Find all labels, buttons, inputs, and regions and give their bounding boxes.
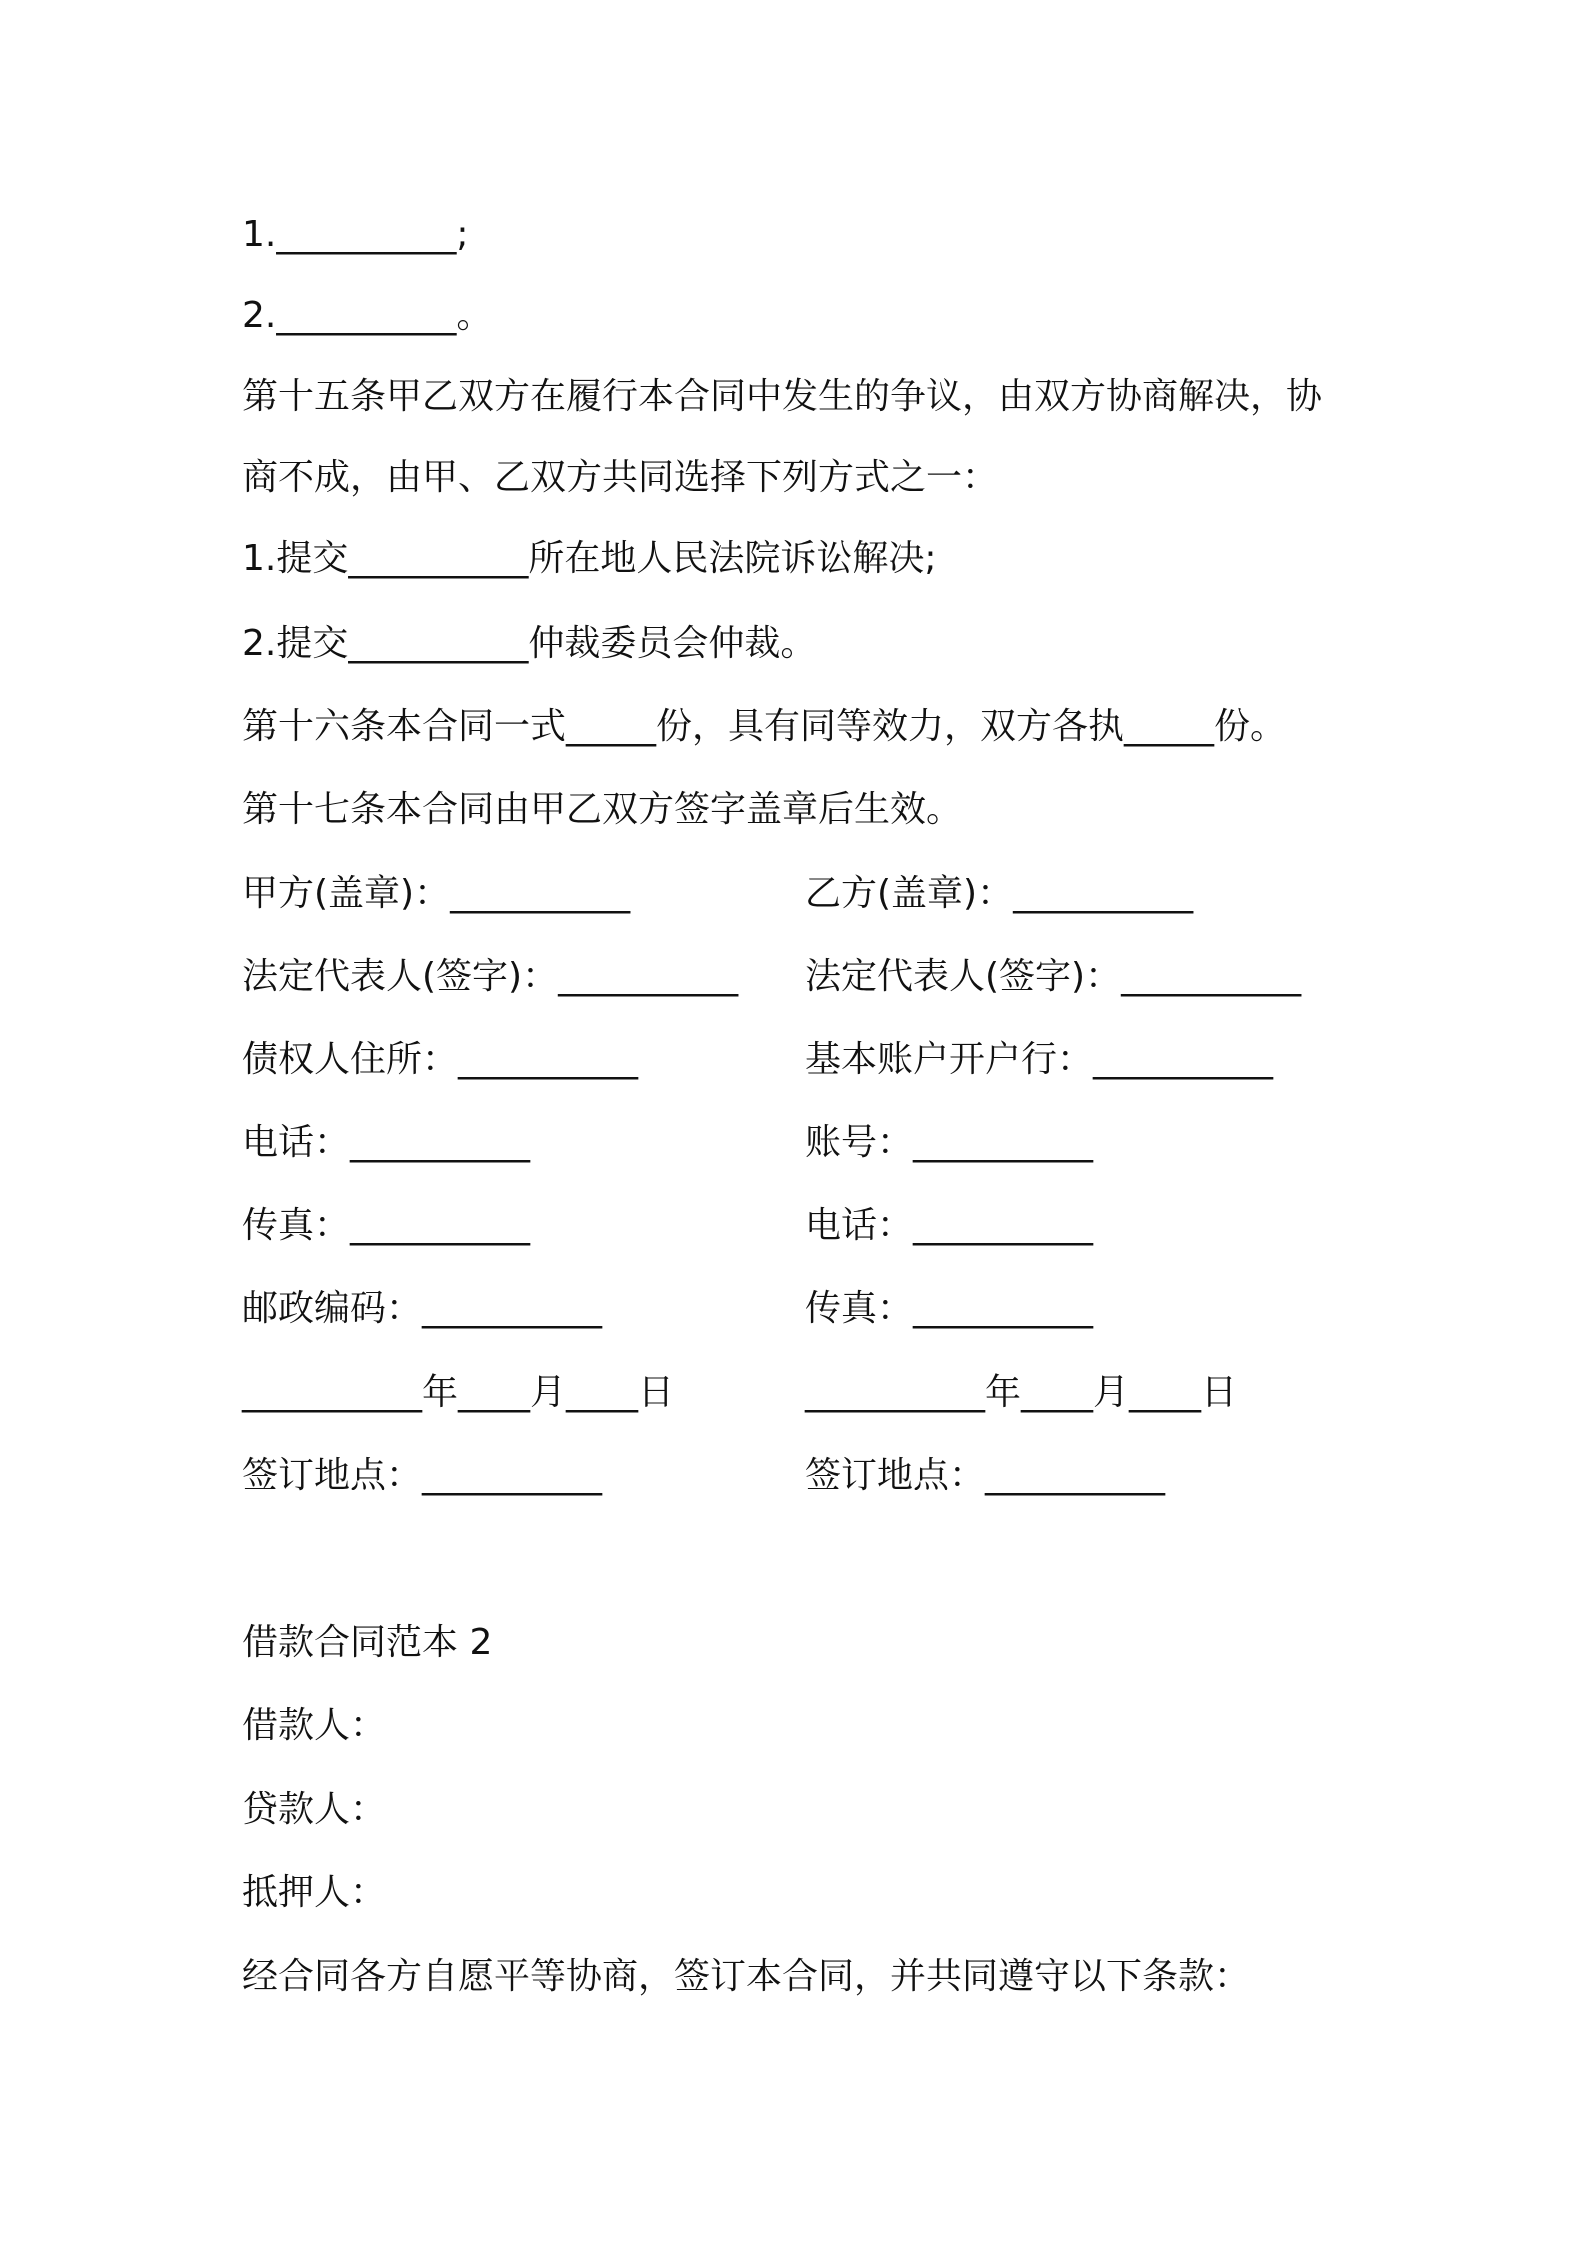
party-a-phone: 电话：__________ xyxy=(242,1122,531,1163)
party-a-fax: 传真：__________ xyxy=(242,1205,531,1246)
party-a-seal: 甲方(盖章)：__________ xyxy=(242,873,631,914)
party-b-representative: 法定代表人(签字)：__________ xyxy=(805,956,1302,997)
party-a-postcode: 邮政编码：__________ xyxy=(242,1288,603,1329)
article-16: 第十六条本合同一式_____份，具有同等效力，双方各执_____份。 xyxy=(242,706,1287,747)
list-item-2: 2.__________。 xyxy=(242,295,493,336)
option-2: 2.提交__________仲裁委员会仲裁。 xyxy=(242,623,817,664)
article-17: 第十七条本合同由甲乙双方签字盖章后生效。 xyxy=(242,789,963,830)
party-a-representative: 法定代表人(签字)：__________ xyxy=(242,956,739,997)
party-a-address: 债权人住所：__________ xyxy=(242,1039,639,1080)
article-15-line-2: 商不成，由甲、乙双方共同选择下列方式之一： xyxy=(242,457,999,498)
party-b-seal: 乙方(盖章)：__________ xyxy=(805,873,1194,914)
party-b-fax: 传真：__________ xyxy=(805,1288,1094,1329)
party-b-phone: 电话：__________ xyxy=(805,1205,1094,1246)
preamble-line: 经合同各方自愿平等协商，签订本合同，并共同遵守以下条款： xyxy=(242,1956,1251,1997)
section-2-title: 借款合同范本 2 xyxy=(242,1622,493,1663)
article-15-line-1: 第十五条甲乙双方在履行本合同中发生的争议，由双方协商解决，协 xyxy=(242,376,1323,417)
mortgagor-line: 抵押人： xyxy=(242,1872,387,1913)
borrower-line: 借款人： xyxy=(242,1705,387,1746)
list-item-1: 1.__________; xyxy=(242,214,469,255)
party-b-account: 账号：__________ xyxy=(805,1122,1094,1163)
party-a-date: __________年____月____日 xyxy=(242,1372,674,1413)
lender-line: 贷款人： xyxy=(242,1789,387,1830)
option-1: 1.提交__________所在地人民法院诉讼解决; xyxy=(242,538,937,579)
party-b-place: 签订地点：__________ xyxy=(805,1455,1166,1496)
party-a-place: 签订地点：__________ xyxy=(242,1455,603,1496)
party-b-bank: 基本账户开户行：__________ xyxy=(805,1039,1274,1080)
party-b-date: __________年____月____日 xyxy=(805,1372,1237,1413)
